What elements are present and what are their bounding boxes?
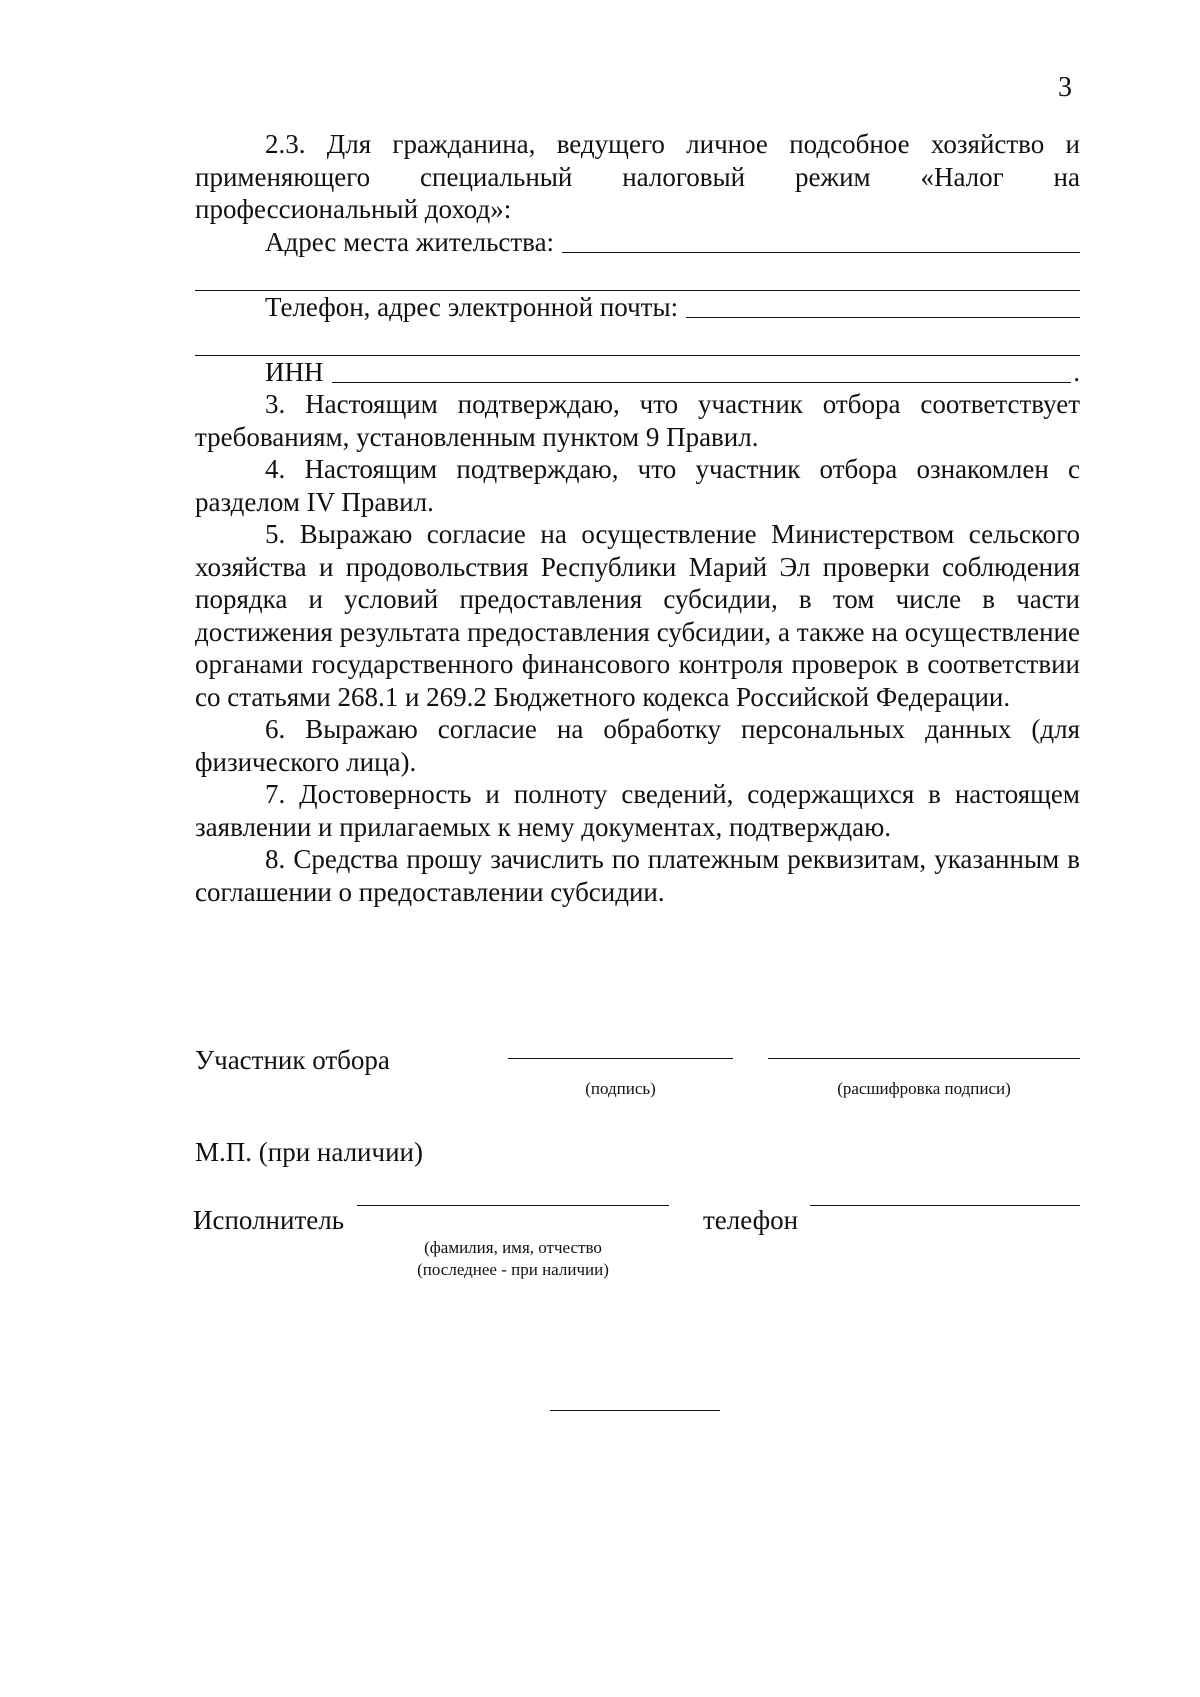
phone-email-input-line[interactable] bbox=[686, 293, 1080, 318]
inn-field-row bbox=[195, 356, 1080, 389]
document-body bbox=[195, 128, 1080, 908]
inn-end-dot: . bbox=[1073, 356, 1080, 387]
item-7: 7. Достоверность и полноту сведений, содержащихся в настоящем заявлении и прилагаемых к нему документах, подтверждаю. bbox=[195, 779, 1080, 842]
phone-line[interactable] bbox=[810, 1205, 1080, 1206]
address-field-row bbox=[195, 226, 1080, 259]
executor-label: Исполнитель bbox=[193, 1205, 345, 1235]
phone-email-label: Телефон, адрес электронной почты: bbox=[265, 291, 679, 322]
inn-input-line[interactable] bbox=[332, 358, 1072, 383]
signature-decoding-caption: (расшифровка подписи) bbox=[837, 1079, 1011, 1098]
page-number: 3 bbox=[1058, 72, 1072, 103]
stamp-label: М.П. (при наличии) bbox=[195, 1137, 423, 1167]
item-6: 6. Выражаю согласие на обработку персональных данных (для физического лица). bbox=[195, 714, 1080, 777]
signature-caption: (подпись) bbox=[585, 1079, 656, 1098]
signature-line[interactable] bbox=[508, 1058, 733, 1059]
address-label: Адрес места жительства: bbox=[265, 226, 555, 257]
inn-label: ИНН bbox=[265, 356, 324, 387]
executor-name-line[interactable] bbox=[357, 1205, 669, 1206]
item-4: 4. Настоящим подтверждаю, что участник отбора ознакомлен с разделом IV Правил. bbox=[195, 454, 1080, 517]
end-of-document-divider bbox=[550, 1410, 720, 1411]
item-3: 3. Настоящим подтверждаю, что участник отбора соответствует требованиям, установленным пунктом 9 Правил. bbox=[195, 389, 1080, 452]
address-input-line[interactable] bbox=[562, 228, 1080, 253]
participant-label: Участник отбора bbox=[195, 1045, 390, 1075]
signature-decoding-line[interactable] bbox=[768, 1058, 1080, 1059]
item-8: 8. Средства прошу зачислить по платежным реквизитам, указанным в соглашении о предоставлении субсидии. bbox=[195, 844, 1080, 907]
executor-caption-line-2: (последнее - при наличии) bbox=[417, 1260, 609, 1279]
phone-email-field-row bbox=[195, 291, 1080, 324]
phone-label: телефон bbox=[703, 1205, 799, 1235]
section-2-3-intro: 2.3. Для гражданина, ведущего личное подсобное хозяйство и применяющего специальный налоговый режим «Налог на профессиональный доход»: bbox=[195, 129, 1080, 224]
phone-email-continuation-line[interactable] bbox=[195, 323, 1080, 356]
executor-caption-line-1: (фамилия, имя, отчество bbox=[424, 1238, 602, 1257]
address-continuation-line[interactable] bbox=[195, 258, 1080, 291]
item-5: 5. Выражаю согласие на осуществление Министерством сельского хозяйства и продовольствия Республики Марий Эл проверки соблюдения порядка и условий предоставления субсидии, в том числе в части достижения результата предоставления субсидии, а также на осуществление органами государственного финансового контроля проверок в соответствии со статьями 268.1 и 269.2 Бюджетного кодекса Российской Федерации. bbox=[195, 519, 1080, 712]
